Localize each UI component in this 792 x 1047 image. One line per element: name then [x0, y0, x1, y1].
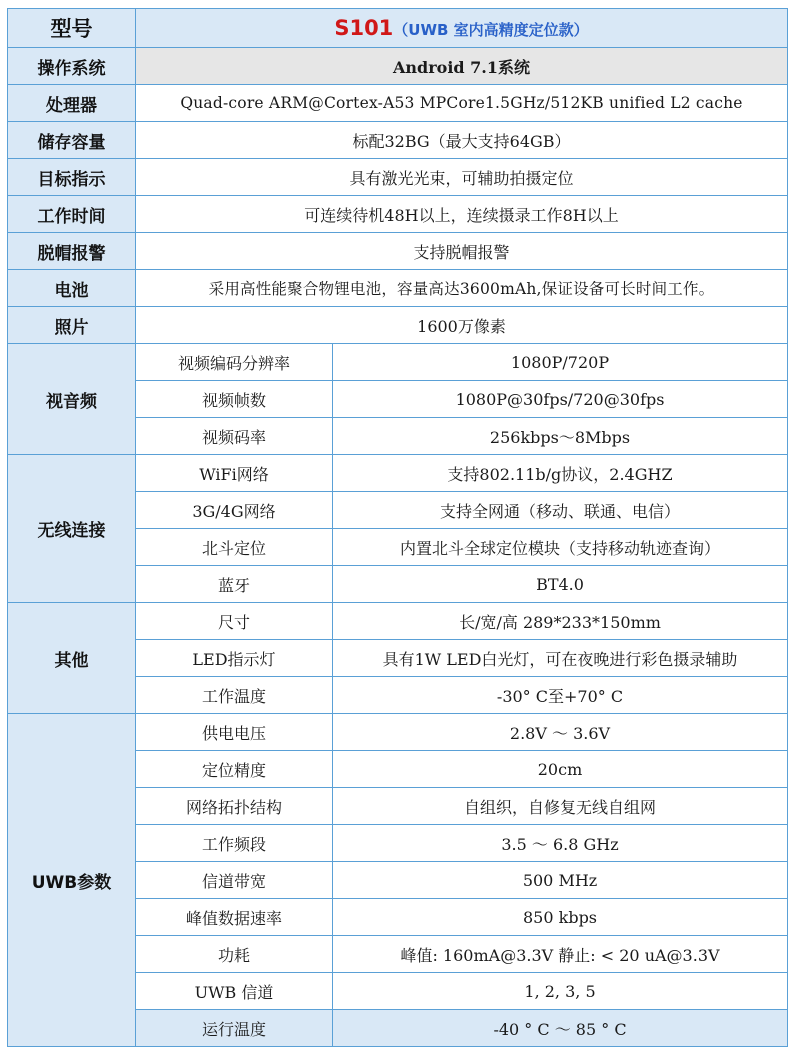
sub-label: 工作温度 [136, 677, 333, 714]
table-row-worktime [8, 196, 788, 233]
row-value: 20cm [333, 751, 788, 788]
sub-label: WiFi网络 [136, 455, 333, 492]
sub-label: 定位精度 [136, 751, 333, 788]
row-value: 2.8V ～ 3.6V [333, 714, 788, 751]
row-label: 脱帽报警 [8, 233, 136, 270]
table-row-photo [8, 307, 788, 344]
sub-label: 北斗定位 [136, 529, 333, 566]
sub-label: 峰值数据速率 [136, 899, 333, 936]
row-label: 操作系统 [8, 48, 136, 85]
row-value: -30° C至+70° C [333, 677, 788, 714]
row-value: 可连续待机48H以上，连续摄录工作8H以上 [136, 196, 788, 233]
row-label: 电池 [8, 270, 136, 307]
sub-label: 尺寸 [136, 603, 333, 640]
header-row [8, 9, 788, 48]
sub-label: 视频码率 [136, 418, 333, 455]
spec-table [7, 8, 788, 1047]
group-label-uwb: UWB参数 [8, 714, 136, 1047]
row-value: -40 ° C ～ 85 ° C [333, 1010, 788, 1047]
row-value: 具有1W LED白光灯，可在夜晚进行彩色摄录辅助 [333, 640, 788, 677]
table-row [8, 455, 788, 492]
sub-label: 视频编码分辨率 [136, 344, 333, 381]
group-label-wireless: 无线连接 [8, 455, 136, 603]
model-description: （UWB 室内高精度定位款） [393, 21, 589, 39]
table-row-storage [8, 122, 788, 159]
row-label: 储存容量 [8, 122, 136, 159]
table-row-target [8, 159, 788, 196]
row-label: 目标指示 [8, 159, 136, 196]
row-value: 850 kbps [333, 899, 788, 936]
table-row-cap-alarm [8, 233, 788, 270]
sub-label: 工作频段 [136, 825, 333, 862]
model-title [136, 9, 788, 48]
sub-label: 蓝牙 [136, 566, 333, 603]
row-value: 峰值: 160mA@3.3V 静止: < 20 uA@3.3V [333, 936, 788, 973]
row-value: 内置北斗全球定位模块（支持移动轨迹查询） [333, 529, 788, 566]
sub-label: 视频帧数 [136, 381, 333, 418]
row-value: 支持802.11b/g协议，2.4GHZ [333, 455, 788, 492]
row-value: 500 MHz [333, 862, 788, 899]
sub-label: 运行温度 [136, 1010, 333, 1047]
table-row [8, 714, 788, 751]
row-value: 采用高性能聚合物锂电池，容量高达3600mAh,保证设备可长时间工作。 [136, 270, 788, 307]
row-value: 1, 2, 3, 5 [333, 973, 788, 1010]
row-value: BT4.0 [333, 566, 788, 603]
row-value: 1600万像素 [136, 307, 788, 344]
row-label: 处理器 [8, 85, 136, 122]
row-value: 1080P@30fps/720@30fps [333, 381, 788, 418]
table-row-battery [8, 270, 788, 307]
row-value: Quad-core ARM@Cortex-A53 MPCore1.5GHz/512KB unified L2 cache [136, 85, 788, 122]
sub-label: 网络拓扑结构 [136, 788, 333, 825]
group-label-av: 视音频 [8, 344, 136, 455]
row-value: 具有激光光束，可辅助拍摄定位 [136, 159, 788, 196]
sub-label: 3G/4G网络 [136, 492, 333, 529]
row-label: 工作时间 [8, 196, 136, 233]
row-label: 照片 [8, 307, 136, 344]
row-value: 1080P/720P [333, 344, 788, 381]
row-value: 256kbps～8Mbps [333, 418, 788, 455]
model-label: 型号 [8, 9, 136, 48]
row-value: 支持全网通（移动、联通、电信） [333, 492, 788, 529]
sub-label: 功耗 [136, 936, 333, 973]
table-row-processor [8, 85, 788, 122]
group-label-other: 其他 [8, 603, 136, 714]
sub-label: 信道带宽 [136, 862, 333, 899]
row-value: 3.5 ～ 6.8 GHz [333, 825, 788, 862]
row-value: 支持脱帽报警 [136, 233, 788, 270]
sub-label: LED指示灯 [136, 640, 333, 677]
sub-label: 供电电压 [136, 714, 333, 751]
table-row [8, 603, 788, 640]
row-value: Android 7.1系统 [136, 48, 788, 85]
sub-label: UWB 信道 [136, 973, 333, 1010]
row-value: 长/宽/高 289*233*150mm [333, 603, 788, 640]
row-value: 自组织，自修复无线自组网 [333, 788, 788, 825]
table-row [8, 344, 788, 381]
table-row-os [8, 48, 788, 85]
row-value: 标配32BG（最大支持64GB） [136, 122, 788, 159]
model-code: S101 [334, 16, 394, 40]
